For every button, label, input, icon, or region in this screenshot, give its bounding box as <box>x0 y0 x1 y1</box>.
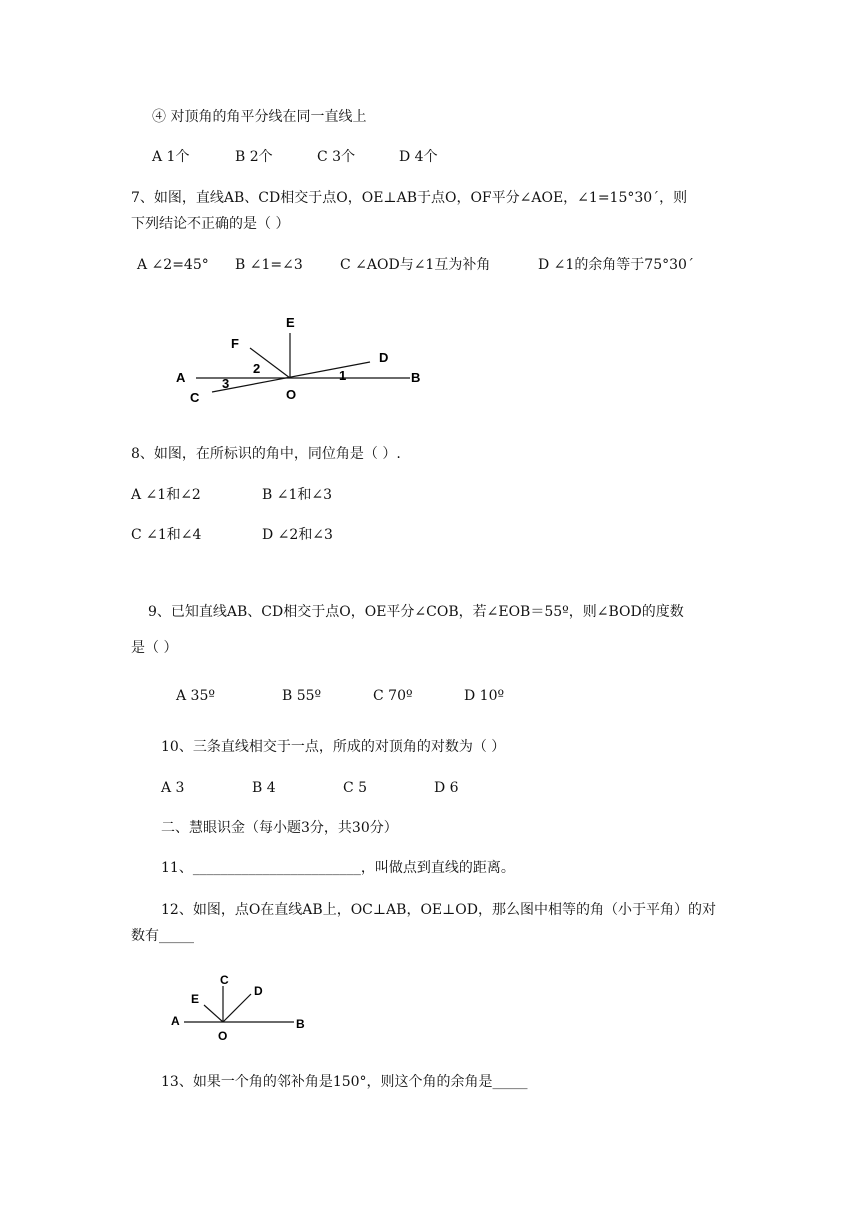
q10-stem: 10、三条直线相交于一点，所成的对顶角的对数为（ ） <box>161 739 506 755</box>
q12-label-c: C <box>220 973 229 987</box>
q10-option-b: B 4 <box>252 780 276 796</box>
q6-option-a: A 1个 <box>152 149 190 165</box>
q7-label-b: B <box>411 370 421 385</box>
q7-option-c: C ∠AOD与∠1互为补角 <box>340 257 491 273</box>
q9-option-c: C 70º <box>373 688 413 704</box>
q7-stem-line-1: 7、如图，直线AB、CD相交于点O，OE⊥AB于点O，OF平分∠AOE，∠1=15°30´，则 <box>131 190 688 206</box>
q7-stem-line-2: 下列结论不正确的是（ ） <box>131 216 290 232</box>
q8-option-b: B ∠1和∠3 <box>262 487 333 503</box>
q7-label-f: F <box>231 336 239 351</box>
q7-label-e: E <box>286 315 295 330</box>
q7-label-c: C <box>190 390 200 405</box>
q12-label-d: D <box>254 984 263 998</box>
q7-option-a: A ∠2=45° <box>137 257 209 273</box>
q9-stem-line-1: 9、已知直线AB、CD相交于点O，OE平分∠COB，若∠EOB＝55º，则∠BOD的度数 <box>148 604 684 620</box>
q7-label-o: O <box>286 387 297 402</box>
q10-option-d: D 6 <box>434 780 459 796</box>
q8-stem: 8、如图，在所标识的角中，同位角是（ ）. <box>131 446 401 462</box>
q13-stem: 13、如果一个角的邻补角是150°，则这个角的余角是_____ <box>161 1074 528 1090</box>
q7-option-d: D ∠1的余角等于75°30´ <box>538 257 694 273</box>
q9-option-a: A 35º <box>176 688 215 704</box>
q12-label-a: A <box>171 1014 180 1028</box>
q6-option-b: B 2个 <box>235 149 273 165</box>
q12-label-b: B <box>296 1017 305 1031</box>
section-2-heading: 二、慧眼识金（每小题3分，共30分） <box>161 820 398 836</box>
q8-option-d: D ∠2和∠3 <box>262 527 333 543</box>
q7-option-b: B ∠1=∠3 <box>235 257 303 273</box>
q7-label-angle-2: 2 <box>253 361 261 376</box>
q9-option-d: D 10º <box>464 688 505 704</box>
q6-option-c: C 3个 <box>317 149 356 165</box>
q12-label-o: O <box>218 1029 228 1043</box>
q10-option-a: A 3 <box>161 780 185 796</box>
q7-label-angle-1: 1 <box>339 368 347 383</box>
q11-stem: 11、________________________，叫做点到直线的距离。 <box>161 860 515 876</box>
q9-option-b: B 55º <box>282 688 322 704</box>
q9-stem-line-2: 是（ ） <box>131 640 178 656</box>
q12-stem-line-2: 数有_____ <box>131 928 194 944</box>
q12-stem-line-1: 12、如图，点O在直线AB上，OC⊥AB，OE⊥OD，那么图中相等的角（小于平角）的对 <box>161 902 717 918</box>
q7-label-angle-3: 3 <box>222 376 230 391</box>
q8-option-a: A ∠1和∠2 <box>131 487 201 503</box>
q12-ray-oe <box>204 1005 223 1022</box>
q12-ray-od <box>223 994 251 1022</box>
q7-label-a: A <box>176 370 186 385</box>
q8-option-c: C ∠1和∠4 <box>131 527 202 543</box>
q6-option-d: D 4个 <box>399 149 438 165</box>
q6-item-4: ④ 对顶角的角平分线在同一直线上 <box>152 109 367 125</box>
q12-label-e: E <box>191 992 200 1006</box>
q7-label-d: D <box>379 350 389 365</box>
q10-option-c: C 5 <box>343 780 368 796</box>
